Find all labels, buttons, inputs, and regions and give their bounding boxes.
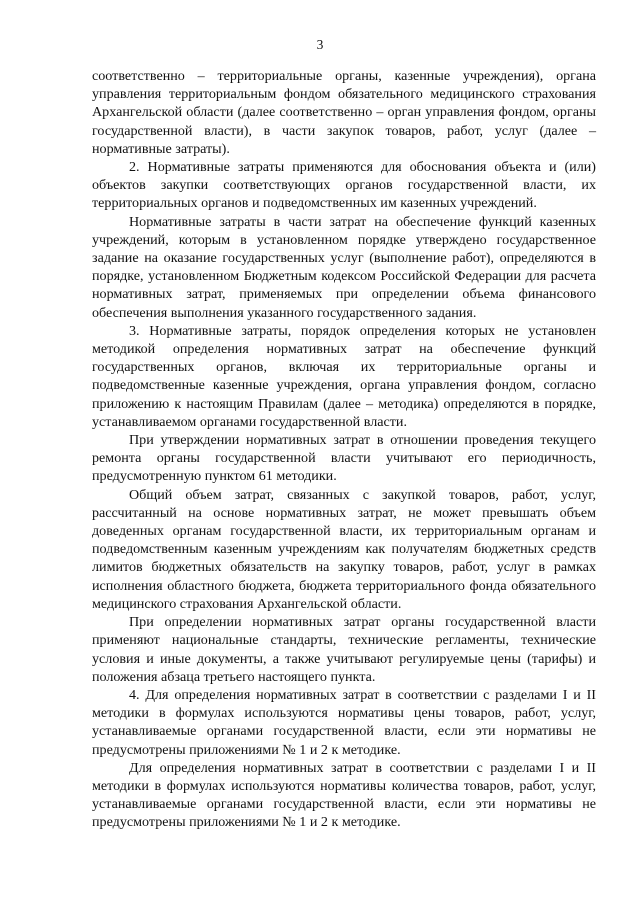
- paragraph-item-3-total-costs: Общий объем затрат, связанных с закупкой товаров, работ, услуг, рассчитанный на основе нормативных затрат, не может превышать объем доведенных органам государственной власти, их территориальным органам и подведомственным казенным учреждениям как получателям бюджетных средств лимитов бюджетных обязательств на закупку товаров, работ, услуг в рамках исполнения областного бюджета, бюджета территориального фонда обязательного медицинского страхования Архангельской области.: [92, 486, 596, 612]
- paragraph-item-2: 2. Нормативные затраты применяются для обоснования объекта и (или) объектов закупки соответствующих органов государственной власти, их территориальных органов и подведомственных им казенных учреждений.: [92, 159, 596, 212]
- document-body: [92, 67, 596, 832]
- paragraph-item-3-current-repair: При утверждении нормативных затрат в отношении проведения текущего ремонта органы государственной власти учитывают его периодичность, предусмотренную пунктом 61 методики.: [92, 432, 596, 485]
- paragraph-continuation: соответственно – территориальные органы, казенные учреждения), органа управления территориальным фондом обязательного медицинского страхования Архангельской области (далее соответственно – орган управления фондом, органы государственной власти), в части закупок товаров, работ, услуг (далее – нормативные затраты).: [92, 68, 596, 157]
- paragraph-item-3: 3. Нормативные затраты, порядок определения которых не установлен методикой определения нормативных затрат на обеспечение функций государственных органов, включая их территориальные органы и подведомственные казенные учреждения, органа управления фондом, согласно приложению к настоящим Правилам (далее – методика) определяются в порядке, устанавливаемом органами государственной власти.: [92, 322, 596, 430]
- paragraph-item-4: 4. Для определения нормативных затрат в соответствии с разделами I и II методики в формулах используются нормативы цены товаров, работ, услуг, устанавливаемые органами государственной власти, если эти нормативы не предусмотрены приложениями № 1 и 2 к методике.: [92, 686, 596, 758]
- paragraph-item-4-quantity-norms: Для определения нормативных затрат в соответствии с разделами I и II методики в формулах используются нормативы количества товаров, работ, услуг, устанавливаемые органами государственной власти, если эти нормативы не предусмотрены приложениями № 1 и 2 к методике.: [92, 759, 596, 831]
- page-number: 3: [316, 37, 324, 52]
- paragraph-item-2-budget-institutions: Нормативные затраты в части затрат на обеспечение функций казенных учреждений, которым в установленном порядке утверждено государственное задание на оказание государственных услуг (выполнение работ), определяются в порядке, установленном Бюджетным кодексом Российской Федерации для расчета нормативных затрат, применяемых при определении объема финансового обеспечения выполнения указанного государственного задания.: [92, 213, 596, 321]
- paragraph-item-3-standards: При определении нормативных затрат органы государственной власти применяют национальные стандарты, технические регламенты, технические условия и иные документы, а также учитывают регулируемые цены (тарифы) и положения абзаца третьего настоящего пункта.: [92, 614, 596, 685]
